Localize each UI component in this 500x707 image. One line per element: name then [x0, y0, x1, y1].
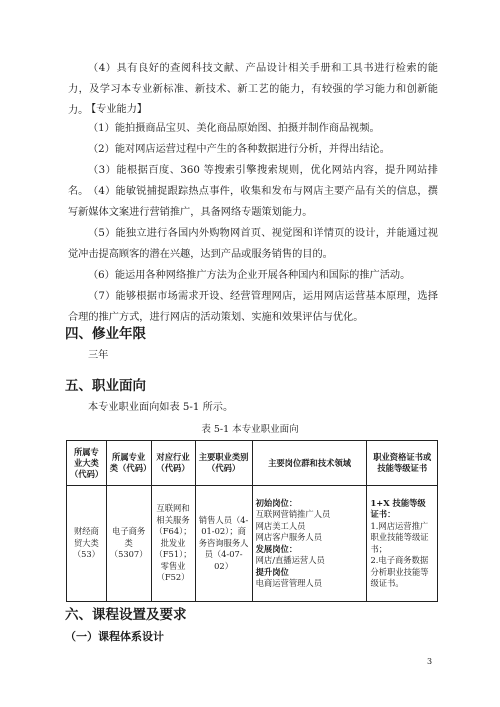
ability-7: （7）能够根据市场需求开设、经营管理网店，运用网店运营基本原理，选择合理的推广方式，进行网店的活动策划、实施和效果评估与优化。	[68, 291, 438, 323]
header-major-class: 所属专业类（代码）	[106, 441, 151, 486]
header-industry: 对应行业（代码）	[151, 441, 195, 486]
cell-positions	[252, 486, 367, 602]
section-4-title: 四、修业年限	[65, 326, 146, 342]
cert-title: 1+X 技能等级证书：	[370, 497, 426, 519]
section-6-subtitle: （一）课程体系设计	[65, 630, 164, 643]
header-positions: 主要岗位群和技术领域	[252, 441, 367, 486]
table-caption: 表 5-1 本专业职业面向	[201, 424, 299, 435]
position-line: 初始岗位：	[255, 497, 298, 508]
occupation-table	[66, 440, 438, 602]
cell-occupation: 销售人员（4-01-02）；商务咨询服务人员（4-07-02）	[195, 486, 252, 602]
paragraph-4: （4）具有良好的查阅科技文献、产品设计相关手册和工具书进行检索的能力，及学习本专业新标准、新技术、新工艺的能力，有较强的学习能力和创新能力。	[68, 63, 438, 116]
ability-1: （1）能拍摄商品宝贝、美化商品原始图、拍摄并制作商品视频。	[88, 123, 380, 134]
position-line: 网店客户服务人员	[255, 532, 323, 542]
page-number: 3	[427, 657, 433, 666]
header-occupation: 主要职业类别（代码）	[195, 441, 252, 486]
position-line: 提升岗位	[255, 566, 289, 577]
ability-5: （5）能独立进行各国内外购物网首页、视觉图和详情页的设计，并能通过视觉冲击提高顾客的潜在兴趣，达到产品或服务销售的目的。	[68, 228, 438, 260]
section-5-title: 五、职业面向	[65, 378, 146, 394]
cell-major-class: 电子商务类（5307）	[106, 486, 151, 602]
section-6-title: 六、课程设置及要求	[65, 607, 187, 623]
header-major-category: 所属专业大类（代码）	[67, 441, 107, 486]
cell-industry: 互联网和相关服务（F64）；批发业（F51）；零售业（F52）	[151, 486, 195, 602]
ability-4: （4）能敏锐捕捉跟踪热点事件，收集和发布与网店主要产品有关的信息，撰写新媒体文案进行营销推广，具备网络专题策划能力。	[68, 186, 438, 218]
ability-2: （2）能对网店运营过程中产生的各种数据进行分析，并得出结论。	[88, 144, 390, 155]
position-line: 网店美工人员	[255, 520, 306, 531]
position-line: 电商运营管理人员	[255, 578, 323, 588]
position-line: 网店/直播运营人员	[255, 555, 325, 565]
table-header-row	[67, 441, 438, 486]
position-line: 发展岗位：	[255, 543, 298, 554]
header-certificates: 职业资格证书或技能等级证书	[367, 441, 438, 486]
section-5-body: 本专业职业面向如表 5-1 所示。	[88, 402, 234, 413]
cell-certificates	[367, 486, 438, 602]
section-4-body: 三年	[88, 350, 109, 361]
heading-professional-ability: 【专业能力】	[86, 104, 148, 115]
position-line: 互联网营销推广人员	[255, 509, 331, 519]
cert-item: 1.网店运营推广职业技能等级证书；	[370, 520, 429, 554]
cell-major-category: 财经商贸大类（53）	[67, 486, 107, 602]
cert-item: 2.电子商务数据分析职业技能等级证书。	[370, 555, 429, 588]
ability-6: （6）能运用各种网络推广方法为企业开展各种国内和国际的推广活动。	[88, 270, 411, 281]
table-row	[67, 486, 438, 602]
ability-3: （3）能根据百度、360 等搜索引擎搜索规则，优化网站内容，提升网站排名。	[68, 165, 438, 197]
